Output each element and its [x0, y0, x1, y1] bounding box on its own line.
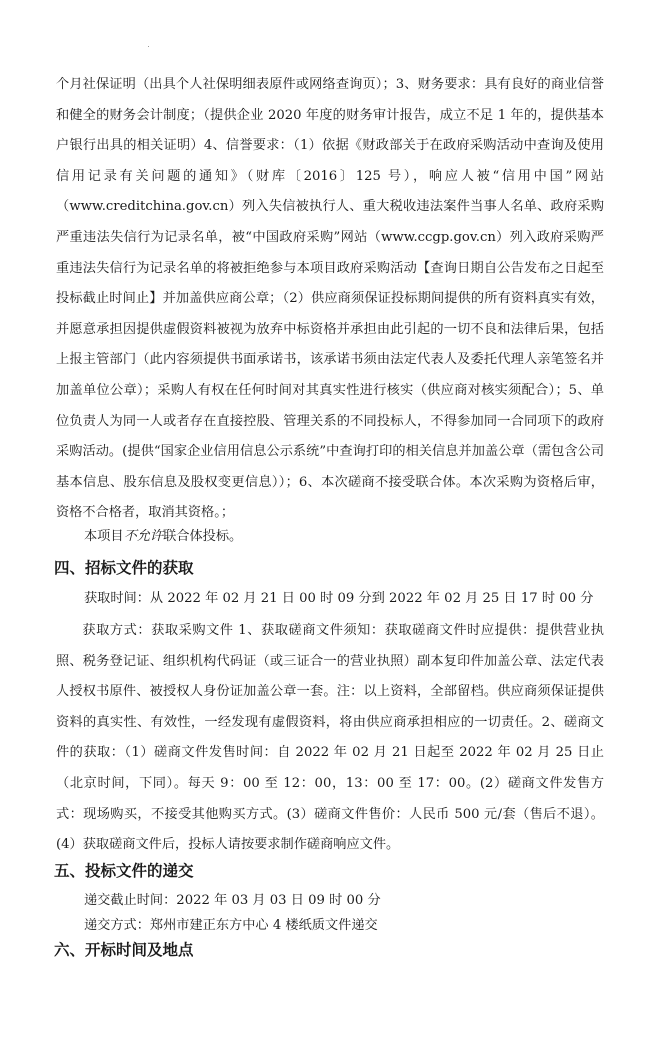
scan-speck: [148, 46, 149, 47]
submit-deadline: 递交截止时间：2022 年 03 月 03 日 09 时 00 分: [84, 893, 381, 908]
section-4-heading: 四、招标文件的获取: [54, 559, 194, 577]
section-6-heading: 六、开标时间及地点: [54, 941, 194, 959]
consortium-note-emphasis: 不允许: [123, 529, 164, 544]
get-method-paragraph: 获取方式：获取采购文件 1、获取磋商文件须知：获取磋商文件时应提供：提供营业执照、税务登记证、组织机构代码证（或三证合一的营业执照）副本复印件加盖公章、法定代表人授权书原件、被授权人身份证加盖公章一套。注：以上资料，全部留档。供应商须保证提供资料的真实性、有效性，一经发现有虚假资料，将由供应商承担相应的一切责任。2、磋商文件的获取：（1）磋商文件发售时间：自 2022 年 02 月 21 日起至 2022 年 02 月 25 日止（北京时间，下同）。每天 9：00 至 12：00，13：00 至 17：00。(2）磋商文件发售方式：现场购买，不接受其他购买方式。(3）磋商文件售价：人民币 500 元/套（售后不退）。(4）获取磋商文件后，投标人请按要求制作磋商响应文件。: [56, 623, 604, 853]
requirements-paragraph: 个月社保证明（出具个人社保明细表原件或网络查询页）；3、财务要求：具有良好的商业信誉和健全的财务会计制度；（提供企业 2020 年度的财务审计报告，成立不足 1 年的，提供基本户银行出具的相关证明）4、信誉要求：（1）依据《财政部关于在政府采购活动中查询及使用信用记录有关问题的通知》（财库〔2016〕125 号），响应人被“信用中国”网站（www.creditchina.gov.cn）列入失信被执行人、重大税收违法案件当事人名单、政府采购严重违法失信行为记录名单，被“中国政府采购”网站（www.ccgp.gov.cn）列入政府采购严重违法失信行为记录名单的将被拒绝参与本项目政府采购活动【查询日期自公告发布之日起至投标截止时间止】并加盖供应商公章；（2）供应商须保证投标期间提供的所有资料真实有效，并愿意承担因提供虚假资料被视为放弃中标资格并承担由此引起的一切不良和法律后果，包括上报主管部门（此内容须提供书面承诺书，该承诺书须由法定代表人及委托代理人亲笔签名并加盖单位公章）；采购人有权在任何时间对其真实性进行核实（供应商对核实须配合）；5、单位负责人为同一人或者存在直接控股、管理关系的不同投标人，不得参加同一合同项下的政府采购活动。(提供“国家企业信用信息公示系统”中查询打印的相关信息并加盖公章（需包含公司基本信息、股东信息及股权变更信息））；6、本次磋商不接受联合体。本次采购为资格后审，资格不合格者，取消其资格。；: [56, 77, 604, 521]
get-time: 获取时间：从 2022 年 02 月 21 日 00 时 09 分到 2022 年 02 月 25 日 17 时 00 分: [84, 591, 594, 606]
consortium-note: 本项目不允许联合体投标。: [84, 529, 243, 544]
section-5-heading: 五、投标文件的递交: [54, 862, 194, 880]
submit-method: 递交方式：郑州市建正东方中心 4 楼纸质文件递交: [84, 918, 378, 933]
